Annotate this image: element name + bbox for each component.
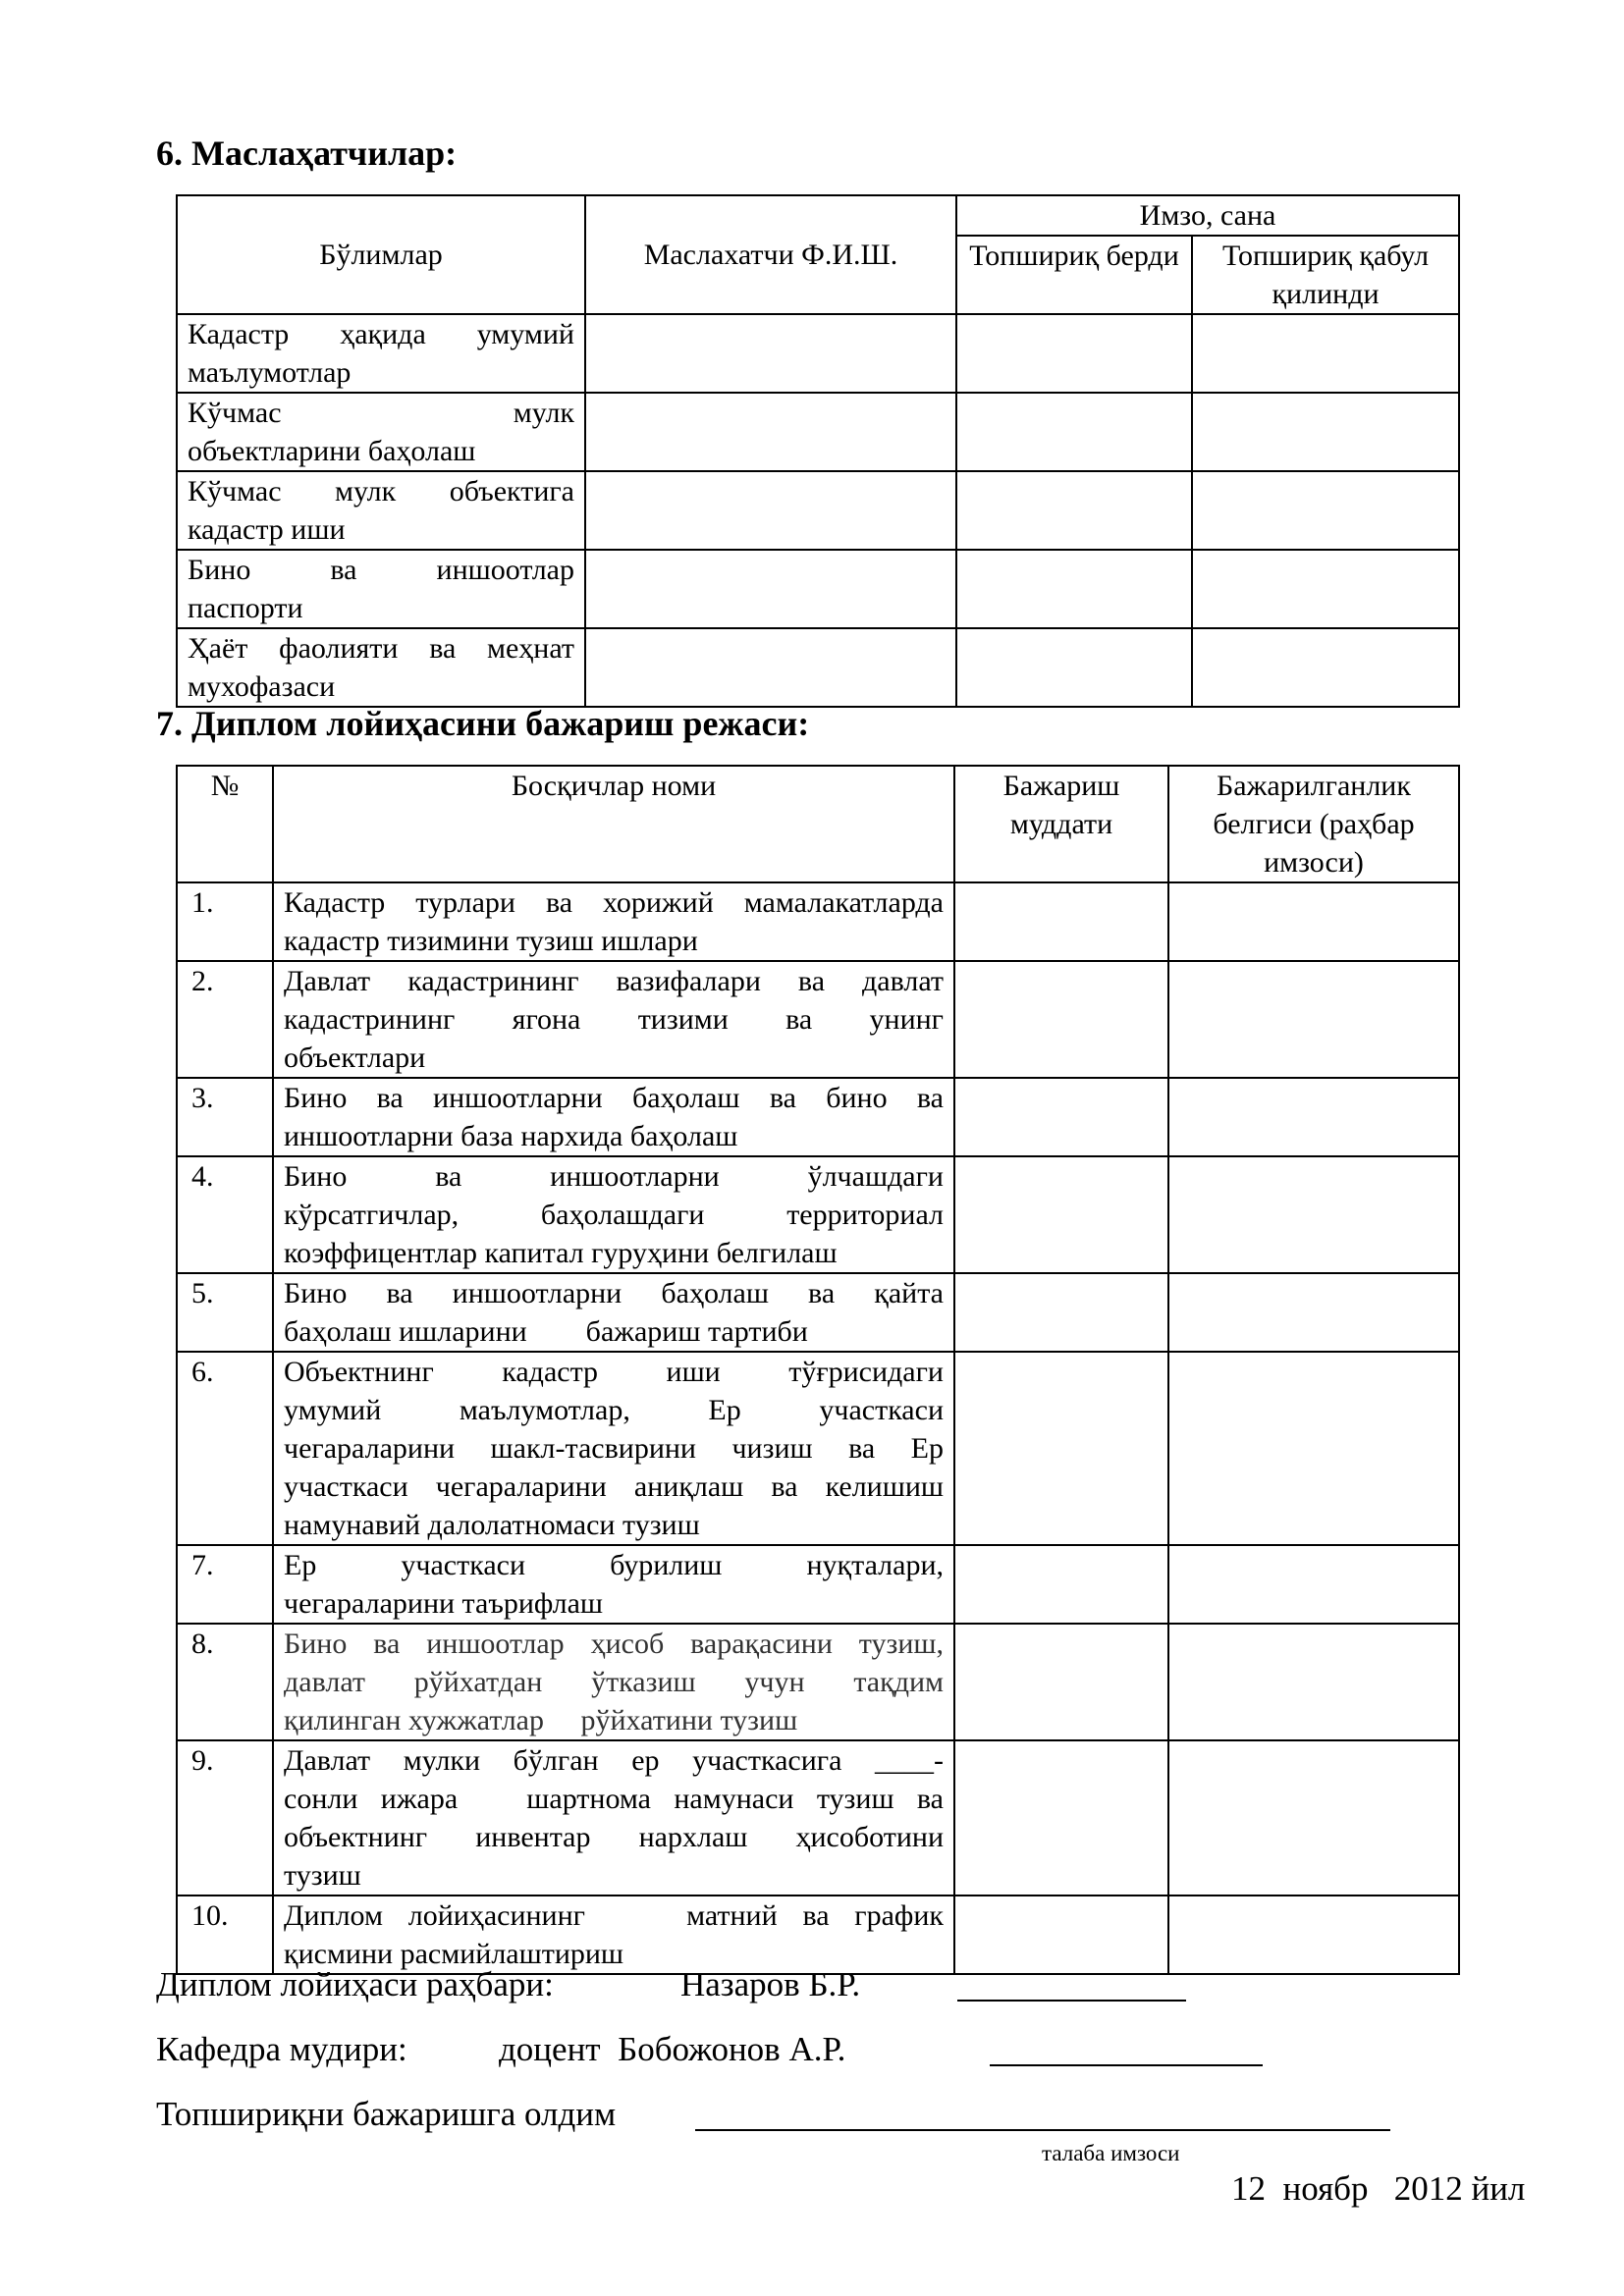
department-line: Кўчмас мулк объектига — [188, 475, 574, 507]
head-signature-line — [990, 2064, 1263, 2066]
department-line: кадастр иши — [188, 513, 346, 546]
header-stage: Босқичлар номи — [273, 766, 954, 882]
stage-line: чегараларини шакл-тасвирини чизиш ва Ер — [284, 1432, 944, 1465]
consultant-cell — [585, 628, 956, 707]
stage-line: сонли ижара шартнома намунаси тузиш ва — [284, 1783, 944, 1815]
department-line: Кўчмас мулк — [188, 397, 574, 429]
stage-line: тузиш — [284, 1859, 361, 1892]
section-6-heading: 6. Маслаҳатчилар: — [156, 133, 458, 173]
sign-cell — [956, 314, 1192, 393]
stage-line: иншоотларни база нархида баҳолаш — [284, 1120, 738, 1152]
row-number: 7. — [177, 1545, 273, 1624]
mark-cell — [1168, 1156, 1459, 1273]
sign-cell — [1192, 314, 1459, 393]
row-number: 1. — [177, 882, 273, 961]
stage-line: Давлат мулки бўлган ер участкасига ____- — [284, 1744, 944, 1777]
supervisor-label: Диплом лойиҳаси раҳбари: — [156, 1965, 554, 2003]
sign-cell — [956, 550, 1192, 628]
mark-cell — [1168, 882, 1459, 961]
stage-line: объектлари — [284, 1041, 426, 1074]
table-row — [177, 961, 1459, 1078]
stage-line: қилинган хужжатлар рўйхатини тузиш — [284, 1704, 798, 1736]
department-line: Ҳаёт фаолияти ва меҳнат — [188, 632, 574, 665]
table-row — [177, 550, 1459, 628]
table-row — [177, 314, 1459, 393]
stage-line: кўрсатгичлар, баҳолашдаги территориал — [284, 1199, 944, 1231]
row-number: 6. — [177, 1352, 273, 1545]
header-departments: Бўлимлар — [177, 195, 585, 314]
mark-cell — [1168, 1273, 1459, 1352]
table-row — [177, 393, 1459, 471]
stage-line: Бино ва иншоотлар ҳисоб варақасини тузиш, — [284, 1628, 944, 1660]
mark-cell — [1168, 961, 1459, 1078]
table-row — [177, 1273, 1459, 1352]
table-row — [177, 1156, 1459, 1273]
stage-line: Диплом лойиҳасининг матний ва график — [284, 1899, 944, 1932]
section-7-heading: 7. Диплом лойиҳасини бажариш режаси: — [156, 704, 810, 743]
table-row — [177, 1352, 1459, 1545]
stage-line: баҳолаш ишларини бажариш тартиби — [284, 1315, 808, 1348]
sign-cell — [956, 393, 1192, 471]
table-row — [177, 1740, 1459, 1896]
accepted-label: Топшириқни бажаришга олдим — [156, 2095, 617, 2133]
mark-cell — [1168, 1078, 1459, 1156]
deadline-cell — [954, 1896, 1168, 1974]
date: 12 ноябр 2012 йил — [1231, 2169, 1526, 2208]
header-number: № — [177, 766, 273, 882]
consultant-cell — [585, 314, 956, 393]
consultant-cell — [585, 550, 956, 628]
row-number: 8. — [177, 1624, 273, 1740]
deadline-cell — [954, 1156, 1168, 1273]
sign-cell — [1192, 393, 1459, 471]
stage-line: Бино ва иншоотларни баҳолаш ва бино ва — [284, 1082, 944, 1114]
sign-cell — [956, 471, 1192, 550]
table-row — [177, 471, 1459, 550]
head-label: Кафедра мудири: — [156, 2030, 407, 2068]
table-row — [177, 628, 1459, 707]
stage-line: умумий маълумотлар, Ер участкаси — [284, 1394, 944, 1426]
sign-cell — [1192, 628, 1459, 707]
stage-line: Кадастр турлари ва хорижий мамалакатларда — [284, 886, 944, 919]
stage-line: объектнинг инвентар нархлаш ҳисоботини — [284, 1821, 944, 1853]
deadline-cell — [954, 1352, 1168, 1545]
mark-cell — [1168, 1896, 1459, 1974]
consultant-cell — [585, 393, 956, 471]
stage-line: давлат рўйхатдан ўтказиш учун тақдим — [284, 1666, 944, 1698]
header-task-accepted: Топшириқ қабул қилинди — [1192, 236, 1459, 314]
deadline-cell — [954, 1624, 1168, 1740]
stage-line: коэффицентлар капитал гуруҳини белгилаш — [284, 1237, 838, 1269]
table-row — [177, 1896, 1459, 1974]
sign-cell — [1192, 550, 1459, 628]
student-signature-line — [695, 2129, 1390, 2131]
department-line: объектларини баҳолаш — [188, 435, 476, 467]
sign-cell — [1192, 471, 1459, 550]
supervisor-name: Назаров Б.Р. — [680, 1965, 861, 2003]
row-number: 5. — [177, 1273, 273, 1352]
header-task-given: Топшириқ берди — [956, 236, 1192, 314]
deadline-cell — [954, 1740, 1168, 1896]
stage-line: участкаси чегараларини аниқлаш ва келишиш — [284, 1470, 944, 1503]
mark-cell — [1168, 1352, 1459, 1545]
table-row — [177, 882, 1459, 961]
department-line: Кадастр ҳақида умумий — [188, 318, 574, 350]
row-number: 4. — [177, 1156, 273, 1273]
header-mark: Бажарилганлик белгиси (раҳбар имзоси) — [1168, 766, 1459, 882]
stage-line: чегараларини таърифлаш — [284, 1587, 603, 1620]
head-name: доцент Бобожонов А.Р. — [499, 2030, 846, 2068]
stage-line: Ер участкаси бурилиш нуқталари, — [284, 1549, 944, 1581]
sign-cell — [956, 628, 1192, 707]
consultant-cell — [585, 471, 956, 550]
row-number: 3. — [177, 1078, 273, 1156]
stage-line: кадастрининг ягона тизими ва унинг — [284, 1003, 944, 1036]
deadline-cell — [954, 1545, 1168, 1624]
department-line: маълумотлар — [188, 356, 352, 389]
row-number: 2. — [177, 961, 273, 1078]
deadline-cell — [954, 1273, 1168, 1352]
stage-line: Объектнинг кадастр иши тўғрисидаги — [284, 1356, 944, 1388]
table-row — [177, 1545, 1459, 1624]
header-deadline: Бажариш муддати — [954, 766, 1168, 882]
deadline-cell — [954, 882, 1168, 961]
mark-cell — [1168, 1740, 1459, 1896]
supervisor-signature-line — [957, 2000, 1186, 2002]
student-sign-caption: талаба имзоси — [1042, 2141, 1180, 2165]
department-line: Бино ва иншоотлар — [188, 554, 574, 586]
stage-line: кадастр тизимини тузиш ишлари — [284, 925, 698, 957]
department-line: мухофазаси — [188, 670, 336, 703]
header-consultant: Маслахатчи Ф.И.Ш. — [585, 195, 956, 314]
mark-cell — [1168, 1624, 1459, 1740]
department-line: паспорти — [188, 592, 303, 624]
stage-line: намунавий далолатномаси тузиш — [284, 1509, 700, 1541]
row-number: 10. — [177, 1896, 273, 1974]
row-number: 9. — [177, 1740, 273, 1896]
deadline-cell — [954, 1078, 1168, 1156]
plan-table — [176, 765, 1460, 1975]
mark-cell — [1168, 1545, 1459, 1624]
stage-line: Давлат кадастрининг вазифалари ва давлат — [284, 965, 944, 997]
stage-line: қисмини расмийлаштириш — [284, 1938, 624, 1970]
table-row — [177, 1624, 1459, 1740]
consultants-table — [176, 194, 1460, 708]
header-sign-date: Имзо, сана — [956, 195, 1459, 236]
table-row — [177, 1078, 1459, 1156]
stage-line: Бино ва иншоотларни баҳолаш ва қайта — [284, 1277, 944, 1309]
stage-line: Бино ва иншоотларни ўлчашдаги — [284, 1160, 944, 1193]
deadline-cell — [954, 961, 1168, 1078]
